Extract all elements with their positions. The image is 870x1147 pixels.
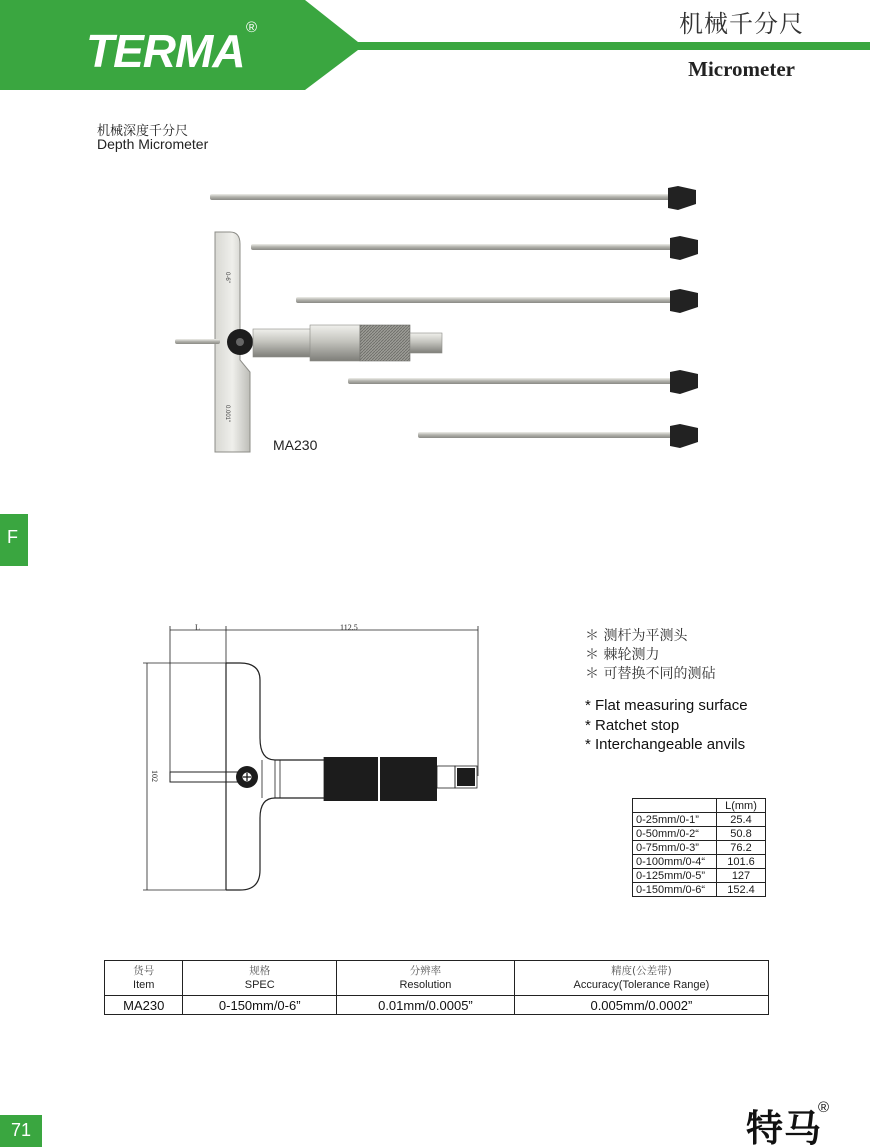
table-row — [633, 813, 766, 827]
product-photo — [170, 180, 710, 465]
table-cell: 127 — [717, 869, 766, 883]
col-header-item: 货号 Item — [105, 961, 183, 996]
col-header-accuracy: 精度(公差带) Accuracy(Tolerance Range) — [514, 961, 768, 996]
sleeve — [253, 329, 313, 357]
dim-height: 102 — [150, 770, 159, 782]
page-title-cn: 机械千分尺 — [679, 10, 804, 38]
table-cell: 0-25mm/0-1” — [633, 813, 717, 827]
logo-text: TERMA — [86, 25, 245, 77]
feature-cn-2: ＊ 棘轮测力 — [585, 647, 660, 663]
table-cell: 0-125mm/0-5” — [633, 869, 717, 883]
table-row — [633, 799, 766, 813]
thimble — [310, 325, 360, 361]
product-name-en: Depth Micrometer — [97, 136, 209, 152]
rod-5 — [418, 424, 698, 448]
table-cell — [633, 799, 717, 813]
product-name-cn: 机械深度千分尺 — [97, 124, 189, 139]
feature-en-2: * Ratchet stop — [585, 716, 680, 734]
table-cell: 101.6 — [717, 855, 766, 869]
ratchet — [410, 333, 442, 353]
table-cell: 50.8 — [717, 827, 766, 841]
rod-2 — [251, 236, 698, 260]
l-dimension-table — [632, 798, 766, 897]
feature-cn-3: ＊ 可替换不同的测砧 — [585, 666, 716, 682]
table-row — [633, 869, 766, 883]
table-header: L(mm) — [717, 799, 766, 813]
cell-resolution: 0.01mm/0.0005” — [337, 996, 515, 1015]
feature-list — [585, 627, 748, 755]
cell-item: MA230 — [105, 996, 183, 1015]
table-cell: 76.2 — [717, 841, 766, 855]
cell-accuracy: 0.005mm/0.0002” — [514, 996, 768, 1015]
rod-4 — [348, 370, 698, 394]
spec-header-row — [105, 961, 769, 996]
table-row — [633, 883, 766, 897]
spec-table — [104, 960, 769, 1015]
dim-length: 112.5 — [340, 623, 358, 632]
col-header-spec: 规格 SPEC — [183, 961, 337, 996]
feature-en-3: * Interchangeable anvils — [585, 736, 746, 753]
table-cell: 0-100mm/0-4“ — [633, 855, 717, 869]
table-row — [633, 855, 766, 869]
table-cell: 152.4 — [717, 883, 766, 897]
model-label: MA230 — [273, 437, 318, 453]
table-row — [105, 996, 769, 1015]
logo-reg: ® — [246, 19, 258, 36]
brand-logo — [86, 19, 257, 77]
technical-drawing — [140, 618, 500, 898]
brand-name-cn: 特马 — [746, 1107, 822, 1147]
cell-spec: 0-150mm/0-6” — [183, 996, 337, 1015]
table-cell: 0-75mm/0-3” — [633, 841, 717, 855]
table-cell: 0-150mm/0-6“ — [633, 883, 717, 897]
svg-text:0.001": 0.001" — [224, 405, 230, 423]
feature-cn-1: ＊ 测杆为平测头 — [585, 628, 688, 644]
table-cell: 25.4 — [717, 813, 766, 827]
knurled-grip — [360, 325, 410, 361]
dim-l: L — [195, 623, 200, 632]
rod-3 — [296, 289, 698, 313]
table-row — [633, 827, 766, 841]
brand-reg-mark: ® — [818, 1099, 830, 1116]
page-number: 71 — [0, 1115, 42, 1147]
svg-text:0-6": 0-6" — [224, 272, 230, 283]
section-tab: F — [0, 514, 28, 566]
rod-1 — [210, 186, 696, 210]
page-title-en: Micrometer — [688, 57, 795, 81]
drawing-thimble — [324, 757, 437, 801]
feature-en-1: * Flat measuring surface — [585, 697, 748, 714]
col-header-resolution: 分辨率 Resolution — [337, 961, 515, 996]
table-row — [633, 841, 766, 855]
table-cell: 0-50mm/0-2“ — [633, 827, 717, 841]
